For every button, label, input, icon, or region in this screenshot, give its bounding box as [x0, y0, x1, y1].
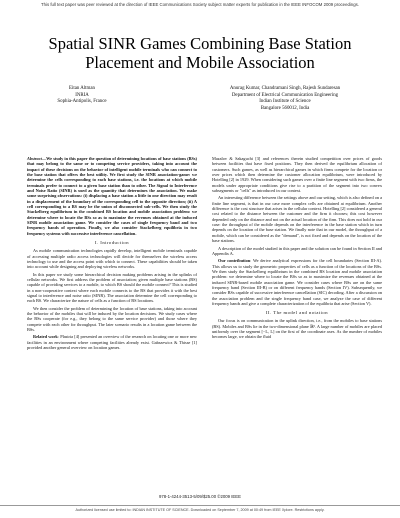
related-work-text: : Plastria [4] presented an overview of the research on locating one or more new facilities in an environment where competing facilities already exist. Gabszewicz & Thisse [1] provided another general overview on location games. — [27, 334, 198, 350]
paragraph: We then consider the problem of determining the location of base stations, taking into account the behavior of the mobiles that will be induced by the location decisions. We study cases where the BSs cooperate (for e.g., they belong to the same service provider) and those where they compete with each other for throughput. The later scenario results in a location game between the BSs. — [27, 305, 197, 332]
author-affiliation: Bangalore 560012, India — [260, 105, 310, 111]
author-block — [0, 86, 400, 146]
paragraph: Mazalov & Sakaguchi [3] and references therein studied competition over prices of goods between facilities that have fixed positions. They then derived the equilibrium allocation of customers. Such games, as well as hierarchical games in which firms compete for the location or over prices which then determine the customer allocation equilibrium, were introduced by Hotelling [2] in 1929. When considering such games over a finite line segment with two firms, the models under appropriate conditions give rise to a partition of the segment into two convex subsegments or "cells" as introduced in our context. — [212, 156, 382, 194]
paragraph: A description of the model studied in this paper and the solution can be found in Section II and Appendix A. — [212, 245, 382, 256]
author-affiliation: Department of Electrical Communication Engineering — [231, 92, 339, 98]
paragraph: Our focus is on communication in the uplink direction, i.e., from the mobiles to base stations (BS). Mobiles and BSs lie in the two-dimensional plane ℝ². A large number of mobiles are placed uniformly over the segment [−L, L] on the first of the coordinate axes. As the number of mobiles becomes large, we obtain the fluid — [212, 318, 382, 340]
abstract-label: Abstract — [27, 156, 42, 161]
author-affiliation: Sophia-Antipolis, France — [57, 99, 107, 105]
paragraph: In this paper we study some hierarchical decision making problems arising in the uplinks of cellular networks. We first address the problem of association; given multiple base stations (BS) capable of providing services to a mobile, to which BS should the mobile connect? This is studied in a non-cooperative context where each mobile connects to the BS that provides it with the best signal to interference and noise ratio (SINR). The association determine the cell corresponding to each BS. We characterize the nature of cells as a function of BS locations. — [27, 271, 197, 304]
related-work-label: Related work — [33, 334, 58, 340]
section-heading-introduction: I. Introduction — [94, 240, 130, 246]
section-heading-model: II. The model and notation — [265, 310, 329, 316]
author-name: Anurag Kumar, Chandramani Singh, Rajesh Sundaresan — [229, 86, 341, 91]
paragraph: As mobile communication technologies rapidly develop, intelligent mobile terminals capable of accessing multiple radio access technologies will decide for themselves the wireless access technology to use and the access point with which to connect. These capabilities should be taken into account while designing and deploying wireless networks. — [27, 248, 197, 270]
isbn-footer: 978-1-4244-3513-5/09/$25.00 ©2009 IEEE — [158, 494, 241, 499]
author-affiliation: INRIA — [75, 92, 89, 98]
contribution-paragraph — [212, 258, 382, 306]
paragraph: An interesting difference between the settings above and our setting, which is also defined on a finite line segment, is that in our case more complex cells are obtained at equilibrium. Another difference is the cost structure that arises in the cellular context. Hotelling [2] considered a general cost related to the distance between the customer and the firm it chooses; this cost however depended only on the distance and not on the actual location of the firm. This does not hold in our case: the throughput of the mobile depends on the interference in the base station which in turn depends on the location of the base station. We finally note that in our model, the throughput of a mobile, which can be considered as the "demand", is not fixed and depends on the location of the base stations. — [212, 195, 382, 244]
abstract-text: —We study in this paper the question of determining locations of base stations (BSs) that may belong to the same or to competing service providers, taking into account the impact of these decisions on the behavior of intelligent mobile terminals who can connect to the base station that offers the best utility. We first study the SINR association-game: we determine the cells corresponding to each base stations, i.e. the locations at which mobile terminals prefer to connect to a given base station than to other. The Signal to Interference and Noise Ratio (SINR) is used as the quantity that determines the association. We make some surprising observations: (i) displacing a base station a little in one direction may result in a displacement of the boundary of the corresponding cell to the opposite direction; (ii) A cell corresponding to a BS may be the union of disconnected sub-cells. We then study the Stackelberg equilibrium in the combined BS location and mobile association problem: we determine where to locate the BSs so as to maximize the revenues obtained at the induced SINR mobile association game. We consider the cases of single frequency band and two frequency bands of operation. Finally, we also consider Stackelberg equilibria in two frequency systems with successive interference cancellation. — [27, 156, 197, 236]
contribution-text: : We derive analytical expressions for the cell boundaries (Section III-A). This allows us to study the geometric properties of cells as a function of the locations of the BSs. We then study the Stackelberg equilibrium in the combined BS location and mobile association problem: we determine where to locate the BSs so as to maximize the revenues obtained at the induced SINR-based mobile association game. We consider cases where BSs are on the same frequency band (Section III-B) or on different frequency bands (Section IV). Subsequently, we consider BSs capable of successive interference cancellation (SIC) decoding. After a discussion on the association problem and the single frequency band case, we analyze the case of different frequency bands and give a complete characterization of the equilibria that arise (Section V). — [212, 258, 382, 306]
related-work-paragraph — [27, 334, 197, 350]
left-column — [27, 156, 197, 352]
contribution-label: Our contribution — [218, 258, 251, 264]
abstract — [27, 156, 197, 236]
download-notice: Authorized licensed use limited to: INDIAN INSTITUTE OF SCIENCE. Downloaded on September 7, 2009 at 00:49 from IEEE Xplore. Restrictions apply. — [75, 508, 325, 512]
footer-divider — [0, 505, 400, 506]
right-column — [212, 156, 382, 342]
author-name: Eitan Altman — [69, 86, 95, 91]
paper-title: Spatial SINR Games Combining Base Station Placement and Mobile Association — [48, 34, 352, 72]
author-1 — [32, 86, 132, 106]
author-affiliation: Indian Institute of Science — [259, 99, 311, 105]
peer-review-note: This full text paper was peer reviewed at the direction of IEEE Communications Society subject matter experts for publication in the IEEE INFOCOM 2009 proceedings. — [41, 2, 359, 7]
author-2 — [190, 86, 380, 112]
